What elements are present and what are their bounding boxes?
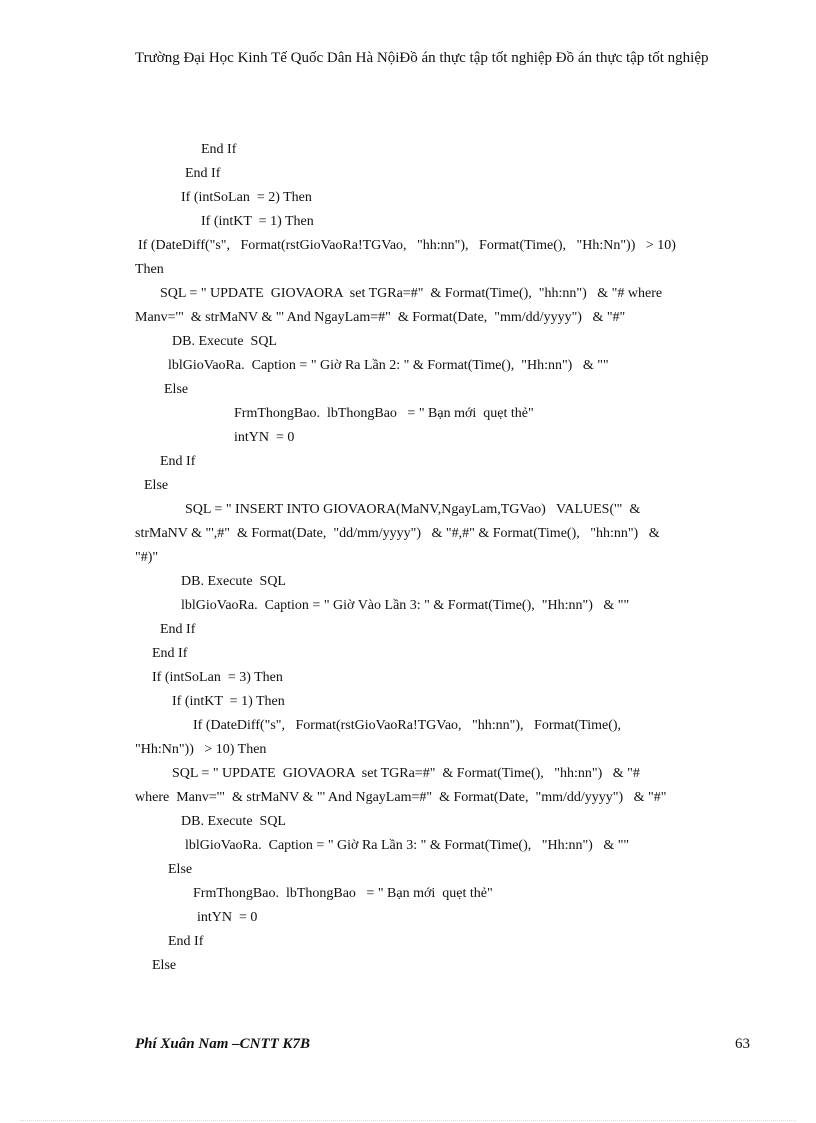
code-line: End If [152,646,188,661]
code-line: End If [201,142,237,157]
code-line: If (intKT = 1) Then [201,214,314,229]
code-line: Else [144,478,169,493]
code-line: intYN = 0 [234,430,295,445]
code-line: If (DateDiff("s", Format(rstGioVaoRa!TGVao, "hh:nn"), Format(Time(), "Hh:Nn")) > 10) [138,238,676,253]
code-line: End If [168,934,204,949]
page-bottom-divider [20,1120,796,1121]
code-line: strMaNV & "',#" & Format(Date, "dd/mm/yyyy") & "#,#" & Format(Time(), "hh:nn") & [135,526,660,541]
code-line: "#)" [135,550,159,565]
code-line: SQL = " UPDATE GIOVAORA set TGRa=#" & Format(Time(), "hh:nn") & "# where [160,286,663,301]
code-line: If (intKT = 1) Then [172,694,285,709]
code-line: lblGioVaoRa. Caption = " Giờ Vào Lần 3: " & Format(Time(), "Hh:nn") & "" [181,598,630,613]
code-line: If (intSoLan = 3) Then [152,670,283,685]
code-line: SQL = " INSERT INTO GIOVAORA(MaNV,NgayLam,TGVao) VALUES('" & [185,502,641,517]
code-line: Then [135,262,164,277]
code-line: intYN = 0 [197,910,258,925]
code-line: DB. Execute SQL [181,574,286,589]
code-line: End If [160,454,196,469]
code-line: DB. Execute SQL [181,814,286,829]
code-line: Manv='" & strMaNV & "' And NgayLam=#" & Format(Date, "mm/dd/yyyy") & "#" [135,310,626,325]
code-line: DB. Execute SQL [172,334,277,349]
footer-author: Phí Xuân Nam –CNTT K7B [135,1036,311,1052]
code-line: SQL = " UPDATE GIOVAORA set TGRa=#" & Format(Time(), "hh:nn") & "# [172,766,640,781]
page-header: Trường Đại Học Kinh Tế Quốc Dân Hà NộiĐồ án thực tập tốt nghiệp Đồ án thực tập tốt nghiệp [135,50,709,66]
code-line: Else [152,958,177,973]
code-line: lblGioVaoRa. Caption = " Giờ Ra Lần 3: " & Format(Time(), "Hh:nn") & "" [185,838,630,853]
code-line: End If [185,166,221,181]
code-line: Else [168,862,193,877]
code-line: lblGioVaoRa. Caption = " Giờ Ra Lần 2: " & Format(Time(), "Hh:nn") & "" [168,358,609,373]
code-line: Else [164,382,189,397]
code-line: If (DateDiff("s", Format(rstGioVaoRa!TGVao, "hh:nn"), Format(Time(), [193,718,622,733]
code-line: FrmThongBao. lbThongBao = " Bạn mới quẹt thẻ" [193,886,493,901]
page-number: 63 [735,1036,750,1052]
code-line: where Manv='" & strMaNV & "' And NgayLam=#" & Format(Date, "mm/dd/yyyy") & "#" [135,790,667,805]
code-line: FrmThongBao. lbThongBao = " Bạn mới quẹt thẻ" [234,406,534,421]
code-line: "Hh:Nn")) > 10) Then [135,742,267,757]
code-line: End If [160,622,196,637]
code-line: If (intSoLan = 2) Then [181,190,312,205]
